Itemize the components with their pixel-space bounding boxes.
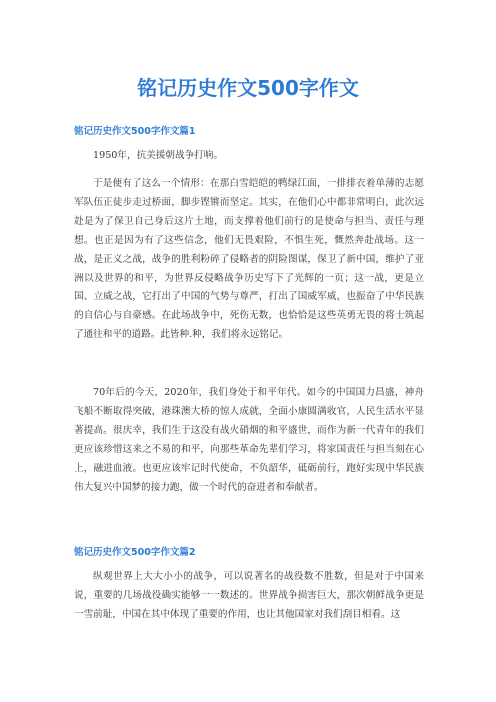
section-heading-2: 铭记历史作文500字作文篇2 bbox=[74, 547, 196, 558]
section-heading-1: 铭记历史作文500字作文篇1 bbox=[74, 126, 196, 137]
document-title: 铭记历史作文500字作文 bbox=[137, 76, 359, 100]
paragraph: 70年后的今天，2020年，我们身处于和平年代。如今的中国国力昌盛，神舟飞船不断取得突破，港珠澳大桥的惊人成就，全面小康圆满收官，人民生活水平显著提高。很庆幸，我们生于这没有战火硝烟的和平盛世，而作为新一代青年的我们更应该珍惜这来之不易的和平，向那些革命先辈们学习，将家国责任与担当刻在心上，融进血液。也更应该牢记时代使命，不负韶华，砥砺前行，跑好实现中华民族伟大复兴中国梦的接力跑，做一个时代的奋进者和奉献者。 bbox=[74, 387, 424, 493]
paragraph: 于是便有了这么一个情形：在那白雪皑皑的鸭绿江面，一排排衣着单薄的志愿军队伍正徒步走过桥面，脚步铿锵而坚定。其实，在他们心中都非常明白，此次远赴是为了保卫自己身后这片土地，而支撑着他们前行的是使命与担当、责任与理想。也正是因为有了这些信念，他们无畏艰险，不惧生死，慨然奔赴战场。这一战，是正义之战，战争的胜利粉碎了侵略者的阴险图谋，保卫了新中国，维护了亚洲以及世界的和平，为世界反侵略战争历史写下了光辉的一页；这一战，更是立国、立威之战，它打出了中国的气势与尊严，打出了国威军威，也振奋了中华民族的自信心与自豪感。在此场战争中，死伤无数，也恰恰是这些英勇无畏的将士筑起了通往和平的道路。此皆种.种，我们将永远铭记。 bbox=[74, 178, 424, 341]
paragraph: 1950年，抗美援朝战争打响。 bbox=[93, 150, 223, 161]
paragraph: 纵观世界上大大小小的战争，可以说著名的战役数不胜数，但是对于中国来说，重要的几场战役确实能够一一数述的。世界战争损害巨大，那次朝鲜战争更是一雪前耻，中国在其中体现了重要的作用，也让其他国家对我们刮目相看。这 bbox=[74, 571, 424, 620]
